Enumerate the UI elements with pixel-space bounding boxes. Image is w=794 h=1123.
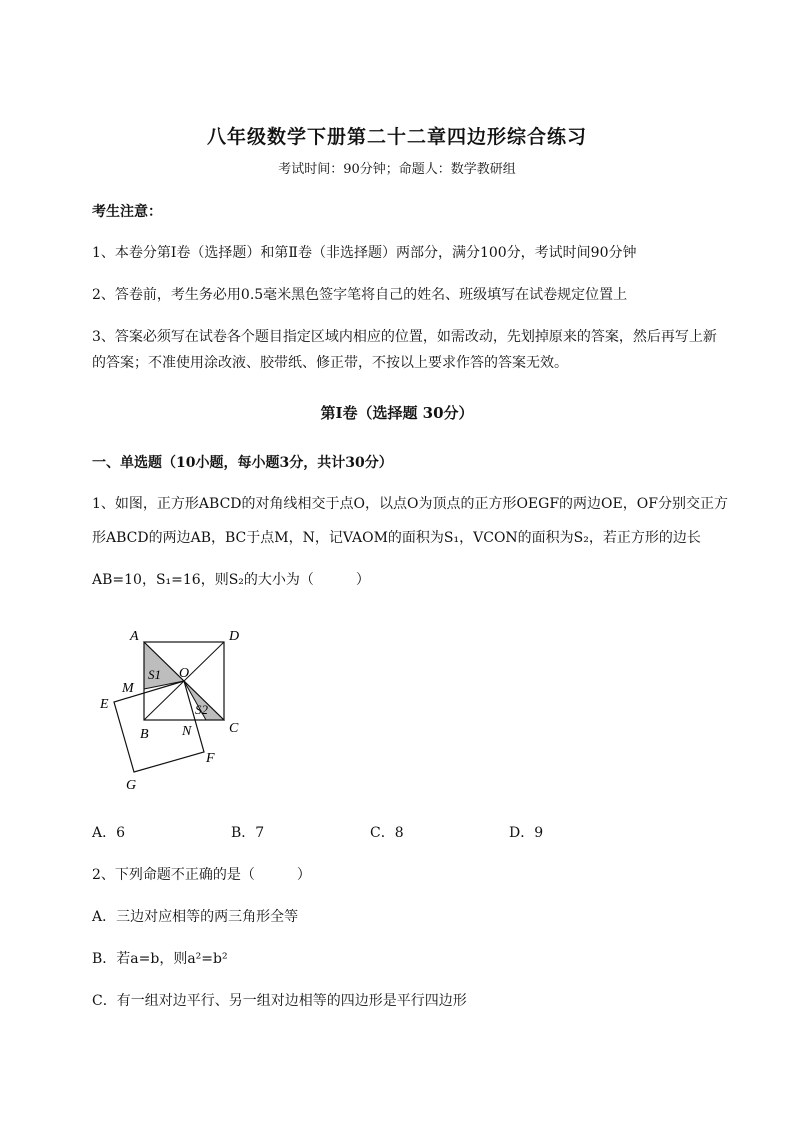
choice-a: A．6 <box>92 825 126 841</box>
label-e: E <box>100 697 109 712</box>
question-2-option-a: A．三边对应相等的两三角形全等 <box>92 909 299 925</box>
notice-item-3: 3、答案必须写在试卷各个题目指定区域内相应的位置，如需改动，先划掉原来的答案，然后再写上新 <box>92 329 717 345</box>
label-f: F <box>206 751 215 766</box>
choice-b: B．7 <box>231 825 265 841</box>
question-2-stem: 2、下列命题不正确的是（ ） <box>92 867 311 883</box>
label-s1: S1 <box>148 667 161 682</box>
question-2-option-b: B．若a=b，则a²=b² <box>92 951 228 967</box>
square-figure <box>90 622 280 802</box>
label-b: B <box>140 727 149 742</box>
label-n: N <box>182 724 192 739</box>
label-s2: S2 <box>195 702 208 717</box>
label-c: C <box>229 721 239 736</box>
question-2-option-c: C．有一组对边平行、另一组对边相等的四边形是平行四边形 <box>92 993 467 1009</box>
label-d: D <box>229 629 240 644</box>
page-subtitle: 考试时间：90分钟；命题人：数学教研组 <box>278 162 516 177</box>
choice-d: D．9 <box>509 825 544 841</box>
question-1-line-1: 1、如图，正方形ABCD的对角线相交于点O，以点O为顶点的正方形OEGF的两边OE，OF分别交正方 <box>92 496 728 512</box>
page-title: 八年级数学下册第二十二章四边形综合练习 <box>206 126 587 148</box>
part-heading: 一、单选题（10小题，每小题3分，共计30分） <box>92 455 393 471</box>
notice-item-2: 2、答卷前，考生务必用0.5毫米黑色签字笔将自己的姓名、班级填写在试卷规定位置上 <box>92 287 628 303</box>
label-o: O <box>179 666 190 681</box>
question-1-line-3: AB=10，S₁=16，则S₂的大小为（ ） <box>92 572 370 588</box>
question-1-line-2: 形ABCD的两边AB，BC于点M，N，记VAOM的面积为S₁，VCON的面积为S₂，若正方形的边长 <box>92 530 701 546</box>
notice-item-3-continued: 的答案；不准使用涂改液、胶带纸、修正带，不按以上要求作答的答案无效。 <box>92 355 568 371</box>
label-m: M <box>122 681 134 696</box>
label-a: A <box>130 629 139 644</box>
choice-c: C．8 <box>370 825 404 841</box>
label-g: G <box>126 778 137 793</box>
section-title: 第I卷（选择题 30分） <box>320 404 474 422</box>
notice-item-1: 1、本卷分第I卷（选择题）和第Ⅱ卷（非选择题）两部分，满分100分，考试时间90分钟 <box>92 245 637 261</box>
notice-heading: 考生注意： <box>92 204 162 220</box>
